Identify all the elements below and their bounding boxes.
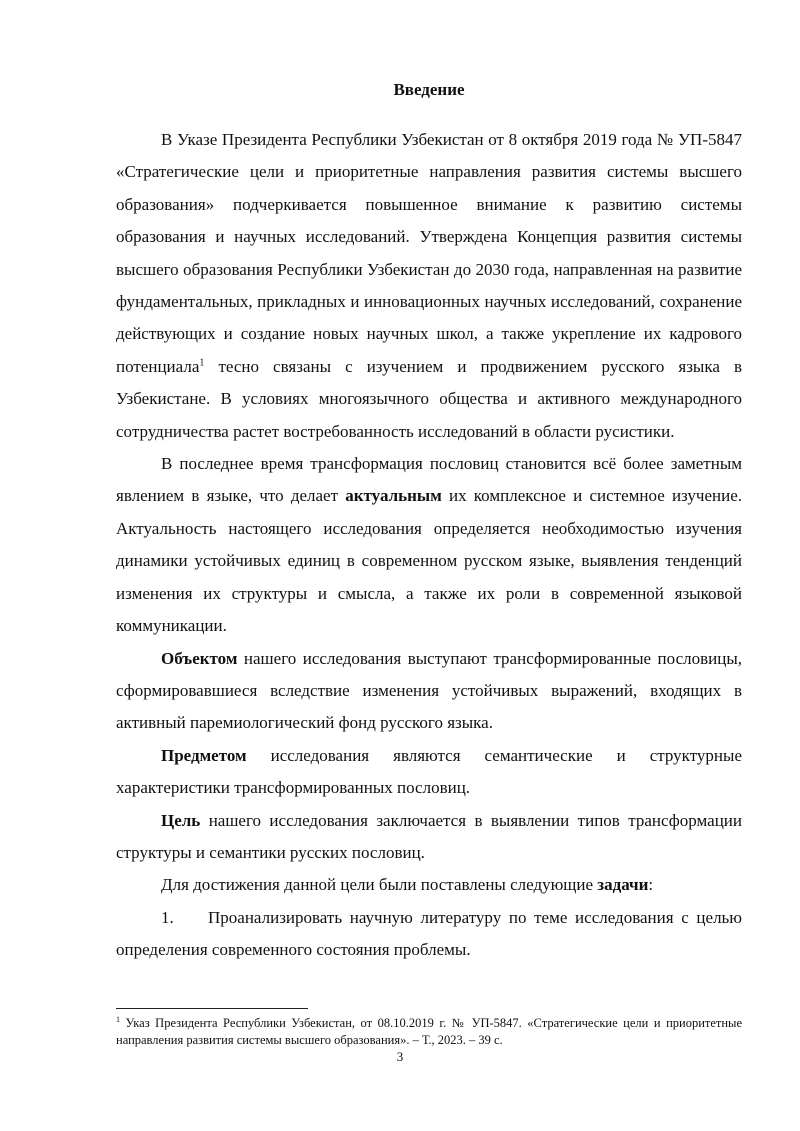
page-number: 3 [396,1049,404,1064]
paragraph-tasks-before: Для достижения данной цели были поставлены следующие [161,875,598,895]
paragraph-intro [116,124,742,448]
section-heading: Введение [393,80,465,99]
list-item-number: 1. [161,907,174,927]
list-item-text: Проанализировать научную литературу по теме исследования с целью определения современного состояния проблемы. [116,907,742,960]
paragraph-goal-text: нашего исследования заключается в выявлении типов трансформации структуры и семантики русских пословиц. [116,810,742,862]
object-term: Объектом [161,648,238,668]
footnote-text: Указ Президента Республики Узбекистан, от 08.10.2019 г. № УП-5847. «Стратегические цели и приоритетные направления развития системы высшего образования». – Т., 2023. – 39 с. [116,1016,742,1047]
document-body [116,78,742,967]
relevance-term: актуальным [345,486,442,506]
paragraph-tasks-after: : [648,875,654,895]
paragraph-intro-continuation: тесно связаны с изучением и продвижением русского языка в Узбекистане. В условиях многоязычного общества и активного международного сотрудничества растет востребованность исследований в области русистики. [116,356,742,441]
footnote-marker: 1 [116,1014,120,1024]
footnote-separator [116,1008,308,1009]
paragraph-object [116,643,742,740]
paragraph-subject [116,740,742,805]
paragraph-relevance [116,448,742,642]
footnote-reference[interactable]: 1 [199,357,205,369]
goal-term: Цель [161,810,201,830]
list-item [116,902,742,967]
paragraph-goal [116,805,742,870]
paragraph-relevance-before: В последнее время трансформация пословиц становится всё более заметным явлением в языке, что делает [116,454,742,506]
paragraph-intro-text: В Указе Президента Республики Узбекистан от 8 октября 2019 года № УП-5847 «Стратегические цели и приоритетные направления развития системы высшего образования» подчеркивается повышенное внимание к развитию системы образования и научных исследований. Утверждена Концепция развития системы высшего образования Республики Узбекистан до 2030 года, направленная на развитие фундаментальных, прикладных и инновационных научных исследований, сохранение действующих и создание новых научных школ, а также укрепление их кадрового потенциала [116,130,742,376]
subject-term: Предметом [161,745,247,765]
footnote [116,1015,742,1049]
paragraph-subject-text: исследования являются семантические и структурные характеристики трансформированных пословиц. [116,745,742,798]
paragraph-tasks-intro [116,869,742,901]
paragraph-object-text: нашего исследования выступают трансформированные пословицы, сформировавшиеся вследствие изменения устойчивых выражений, входящих в активный паремиологический фонд русского языка. [116,648,742,733]
paragraph-relevance-after: их комплексное и системное изучение. Актуальность настоящего исследования определяется необходимостью изучения динамики устойчивых единиц в современном русском языке, выявления тенденций изменения их структуры и смысла, а также их роли в современной языковой коммуникации. [116,486,743,636]
tasks-term: задачи [597,875,649,895]
